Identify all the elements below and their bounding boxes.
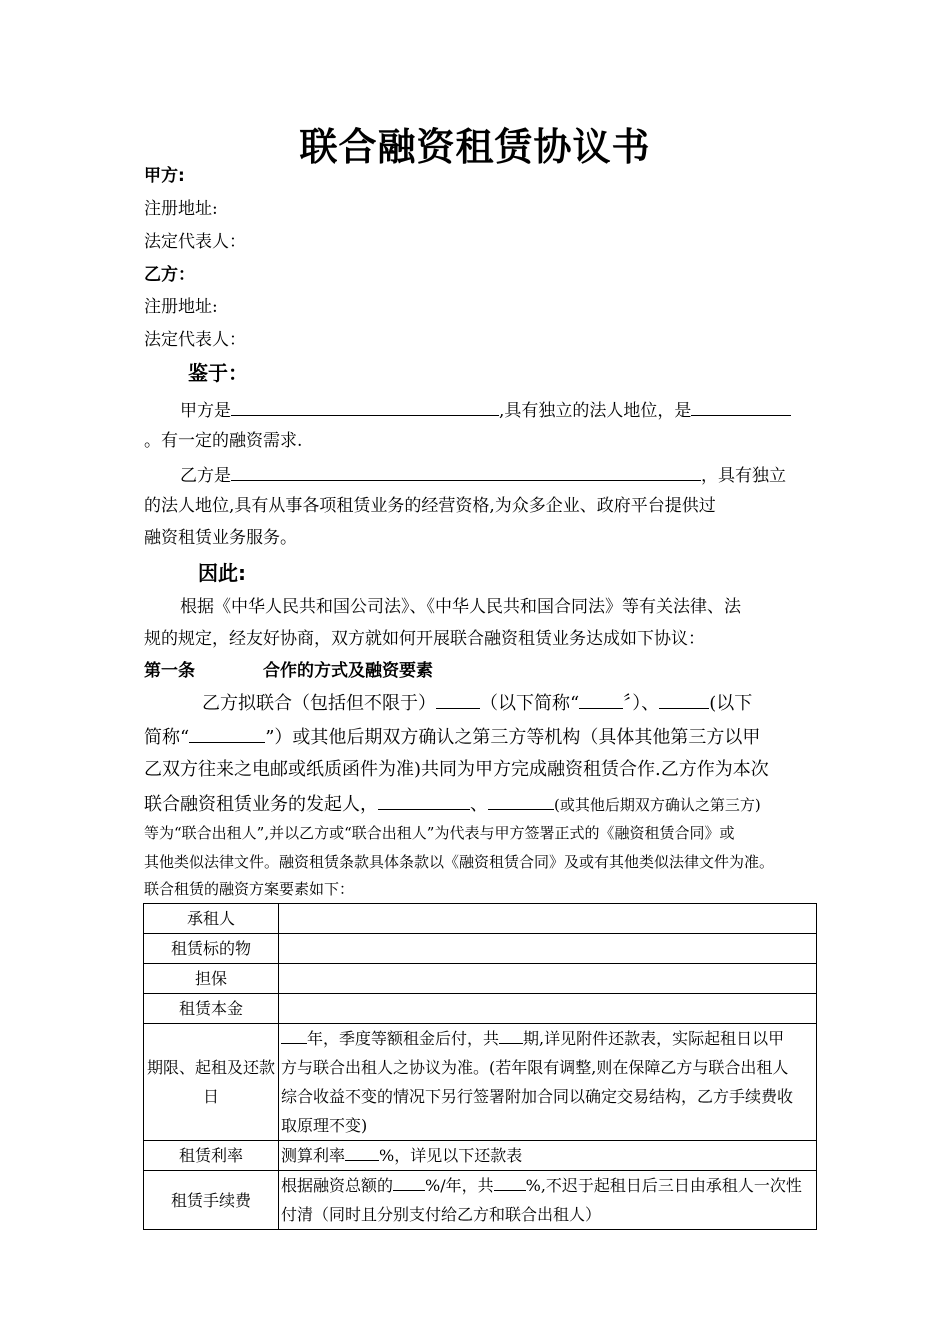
article1-text: (以下: [709, 693, 753, 714]
article1-text: 联合融资租赁业务的发起人，: [144, 794, 378, 815]
table-value-line: 方与联合出租人之协议为准。(若年限有调整,则在保障乙方与联合出租人: [281, 1058, 789, 1077]
table-value-cell: [279, 994, 817, 1024]
table-key-cell: 租赁利率: [144, 1141, 279, 1171]
article1-text: （以下简称“: [480, 693, 580, 714]
table-value-text: 年，季度等额租金后付，共: [307, 1029, 500, 1048]
blank-field: [691, 398, 791, 416]
therefore-heading: 因此:: [198, 561, 246, 585]
financing-terms-table: [143, 903, 817, 1230]
article1-text: (或其他后期双方确认之第三方): [554, 796, 761, 814]
blank-field: [393, 1173, 425, 1191]
table-value-cell: [279, 934, 817, 964]
article1-heading: [144, 660, 433, 682]
blank-field: [488, 792, 554, 810]
whereas-a-text-3: 。有一定的融资需求.: [144, 431, 303, 451]
whereas-heading: 鉴于：: [188, 361, 248, 385]
whereas-b-text-2: ，具有独立: [701, 466, 786, 486]
table-row: [144, 1141, 817, 1171]
table-row: [144, 994, 817, 1024]
blank-field: [281, 1026, 307, 1044]
therefore-p2: 规的规定，经友好协商，双方就如何开展联合融资租赁业务达成如下协议：: [144, 629, 705, 649]
article1-line7: 联合租赁的融资方案要素如下：: [144, 880, 355, 898]
party-b-address: 注册地址:: [144, 297, 218, 317]
table-row: [144, 1024, 817, 1141]
table-row: [144, 934, 817, 964]
table-row: [144, 1171, 817, 1230]
article1-text: ”）或其他后期双方确认之第三方等机构（具体其他第三方以甲: [265, 727, 761, 748]
article1-text: 〞）、: [623, 693, 660, 714]
article1-line1: [202, 691, 752, 715]
table-value-line: 取原理不变): [281, 1116, 368, 1135]
whereas-b-text-4: 融资租赁业务服务。: [144, 528, 297, 548]
table-row: [144, 904, 817, 934]
article1-number: 第一条: [144, 661, 195, 681]
table-key-cell: 担保: [144, 964, 279, 994]
party-a-address: 注册地址:: [144, 199, 218, 219]
blank-field: [436, 691, 480, 709]
document-title: 联合融资租赁协议书: [299, 125, 651, 169]
table-key-cell: 租赁手续费: [144, 1171, 279, 1230]
table-value-cell: [279, 1141, 817, 1171]
article1-line2: [144, 725, 760, 749]
article1-line3: 乙双方往来之电邮或纸质函件为准)共同为甲方完成融资租赁合作.乙方作为本次: [144, 759, 769, 780]
table-value-line: 付清（同时且分别支付给乙方和联合出租人）: [281, 1205, 602, 1224]
whereas-a-line: [180, 398, 791, 422]
table-value-cell: [279, 964, 817, 994]
table-value-text: 期,详见附件还款表，实际起租日以甲: [523, 1029, 785, 1048]
table-value-text: 根据融资总额的: [281, 1176, 394, 1195]
party-a-label: 甲方:: [144, 166, 185, 186]
whereas-a-text-1: 甲方是: [180, 401, 231, 421]
article1-line6: 其他类似法律文件。融资租赁条款具体条款以《融资租赁合同》及或有其他类似法律文件为准。: [144, 853, 775, 871]
table-value-text: %,不迟于起租日后三日由承租人一次性: [525, 1176, 802, 1195]
table-value-text: %/年，共: [425, 1176, 494, 1195]
article1-text: 乙方拟联合（包括但不限于）: [202, 693, 436, 714]
table-value-text: %，详见以下还款表: [379, 1146, 523, 1165]
blank-field: [345, 1143, 379, 1161]
table-value-cell: [279, 1171, 817, 1230]
blank-field: [659, 691, 709, 709]
table-value-text: 测算利率: [281, 1146, 346, 1165]
article1-text: 、: [470, 794, 488, 815]
blank-field: [499, 1026, 523, 1044]
whereas-a-text-2: ,具有独立的法人地位，是: [499, 401, 692, 421]
article1-line5: 等为“联合出租人”,并以乙方或“联合出租人”为代表与甲方签署正式的《融资租赁合同》或: [144, 824, 735, 842]
article1-title: 合作的方式及融资要素: [263, 661, 433, 681]
whereas-b-line: [180, 463, 786, 487]
table-value-line: [281, 1171, 814, 1200]
blank-field: [231, 463, 701, 481]
blank-field: [494, 1173, 526, 1191]
party-a-rep: 法定代表人：: [144, 232, 246, 252]
table-value-cell: [279, 904, 817, 934]
article1-line4: [144, 792, 761, 816]
blank-field: [378, 792, 470, 810]
party-b-rep: 法定代表人：: [144, 330, 246, 350]
whereas-b-text-1: 乙方是: [180, 466, 231, 486]
blank-field: [579, 691, 623, 709]
table-key-cell: 期限、起租及还款日: [144, 1024, 279, 1141]
table-key-cell: 租赁本金: [144, 994, 279, 1024]
table-value-line: 综合收益不变的情况下另行签署附加合同以确定交易结构，乙方手续费收: [281, 1087, 794, 1106]
article1-text: 简称“: [144, 727, 190, 748]
table-key-cell: 租赁标的物: [144, 934, 279, 964]
table-value-cell: [279, 1024, 817, 1141]
blank-field: [189, 725, 265, 743]
therefore-p1: 根据《中华人民共和国公司法》、《中华人民共和国合同法》等有关法律、法: [180, 597, 741, 617]
whereas-b-text-3: 的法人地位,具有从事各项租赁业务的经营资格,为众多企业、政府平台提供过: [144, 496, 716, 516]
blank-field: [231, 398, 499, 416]
table-row: [144, 964, 817, 994]
table-key-cell: 承租人: [144, 904, 279, 934]
table-value-line: [281, 1024, 814, 1053]
party-b-label: 乙方：: [144, 265, 195, 285]
